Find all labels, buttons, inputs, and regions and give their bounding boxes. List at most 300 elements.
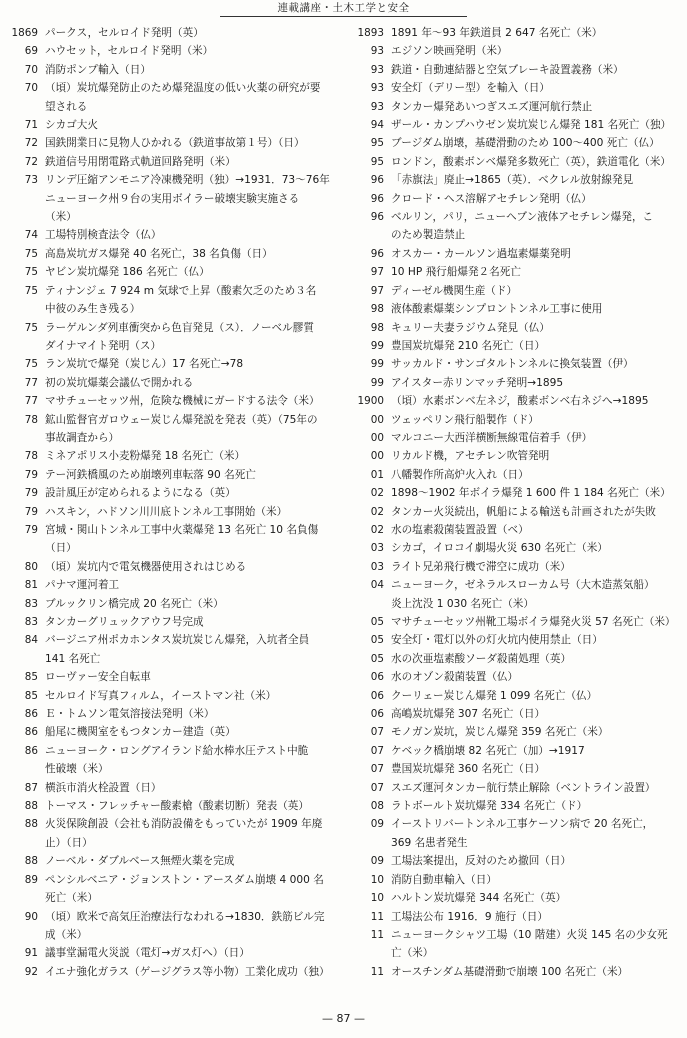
timeline-entry xyxy=(4,116,339,134)
entry-text: ラン炭坑で爆発（炭じん）17 名死亡→78 xyxy=(45,358,244,371)
timeline-entry xyxy=(4,411,339,429)
entry-year: 11 xyxy=(370,910,384,923)
entry-text: 豊国炭坑爆発 210 名死亡（日） xyxy=(391,339,546,352)
timeline-entry xyxy=(350,539,685,557)
entry-text: （頃）水素ボンベ左ネジ，酸素ボンベ右ネジへ→1895 xyxy=(391,395,649,408)
timeline-entry xyxy=(4,245,339,263)
timeline-entry xyxy=(350,171,685,189)
entry-year xyxy=(4,926,45,944)
timeline-entry xyxy=(4,558,339,576)
entry-text: タンカー火災続出，帆船による輸送も計画されたが失敗 xyxy=(391,505,656,518)
timeline-entry xyxy=(350,153,685,171)
timeline-entry xyxy=(4,963,339,981)
entry-year: 88 xyxy=(24,800,38,813)
entry-year: 02 xyxy=(370,505,384,518)
entry-year: 73 xyxy=(24,174,38,187)
entry-text: 369 名患者発生 xyxy=(391,836,468,849)
entry-text: 性破壊（米） xyxy=(45,763,109,776)
entry-year: 04 xyxy=(370,579,384,592)
entry-text: 国鉄開業日に見物人ひかれる（鉄道事故第１号）（日） xyxy=(45,137,305,150)
timeline-entry xyxy=(350,466,685,484)
entry-text: ラトボールト炭坑爆発 334 名死亡（ド） xyxy=(391,800,588,813)
entry-text: 八幡製作所高炉火入れ（日） xyxy=(391,468,529,481)
entry-year: 70 xyxy=(24,82,38,95)
timeline-entry xyxy=(4,24,339,42)
timeline-entry xyxy=(350,134,685,152)
entry-text: ディーゼル機関生産（ド） xyxy=(391,284,518,297)
timeline-entry xyxy=(350,687,685,705)
entry-text: 141 名死亡 xyxy=(45,652,101,665)
entry-year xyxy=(350,595,391,613)
timeline-entry xyxy=(4,889,339,907)
entry-year xyxy=(4,429,45,447)
entry-year: 1869 xyxy=(11,27,38,39)
entry-year: 78 xyxy=(24,413,38,426)
timeline-entry xyxy=(350,926,685,944)
entry-text: 初の炭坑爆薬会議仏で開かれる xyxy=(45,376,194,389)
entry-year xyxy=(4,760,45,778)
timeline-entry xyxy=(4,42,339,60)
timeline-entry xyxy=(350,42,685,60)
entry-year xyxy=(4,98,45,116)
timeline-column-left xyxy=(4,24,339,981)
timeline-entry xyxy=(350,779,685,797)
entry-text: ニューヨーク，ゼネラルスローカム号（大木造蒸気船） xyxy=(391,579,655,592)
timeline-entry xyxy=(4,815,339,833)
entry-text: ブルックリン橋完成 20 名死亡（米） xyxy=(45,597,224,610)
timeline-entry xyxy=(350,650,685,668)
entry-year: 96 xyxy=(370,247,384,260)
entry-year: 08 xyxy=(370,800,384,813)
entry-text: ハウセット，セルロイド発明（米） xyxy=(45,45,214,58)
entry-year: 91 xyxy=(24,947,38,960)
timeline-entry xyxy=(4,282,339,300)
entry-text: 死亡（米） xyxy=(45,892,98,905)
entry-year: 92 xyxy=(24,965,38,978)
entry-text: ティナンジェ 7 924 m 気球で上昇（酸素欠乏のため３名 xyxy=(45,284,317,297)
entry-year: 09 xyxy=(370,818,384,831)
entry-text: ノーベル・ダブルベース無煙火薬を完成 xyxy=(45,855,235,868)
timeline-entry xyxy=(4,705,339,723)
entry-text: アイスター赤リンマッチ発明→1895 xyxy=(391,376,564,389)
entry-year: 1893 xyxy=(357,27,384,39)
entry-year: 03 xyxy=(370,560,384,573)
entry-year: 86 xyxy=(24,708,38,721)
timeline-entry xyxy=(4,429,339,447)
timeline-entry xyxy=(4,595,339,613)
entry-text: 鉱山監督官ガロウェー炭じん爆発説を発表（英）（75年の xyxy=(45,413,318,426)
entry-year: 81 xyxy=(24,579,38,592)
timeline-entry xyxy=(4,742,339,760)
timeline-entry xyxy=(4,190,339,208)
timeline-entry xyxy=(350,98,685,116)
entry-text: 工場法公布 1916．9 施行（日） xyxy=(391,910,548,923)
entry-text: 1891 年～93 年鉄道員 2 647 名死亡（米） xyxy=(391,27,603,39)
entry-year: 10 xyxy=(370,892,384,905)
entry-text: 消防自動車輸入（日） xyxy=(391,873,497,886)
entry-text: （頃）炭坑内で電気機器使用されはじめる xyxy=(45,560,247,573)
entry-text: タンカーグリュックアウフ号完成 xyxy=(45,616,204,628)
entry-year: 93 xyxy=(370,100,384,113)
timeline-entry xyxy=(4,355,339,373)
entry-year: 93 xyxy=(370,82,384,95)
entry-text: ダイナマイト発明（ス） xyxy=(45,339,162,352)
entry-text: 安全灯（デリー型）を輸入（日） xyxy=(391,82,550,95)
entry-text: 議事堂漏電火災説（電灯→ガス灯へ）（日） xyxy=(45,947,250,960)
timeline-entry xyxy=(350,503,685,521)
timeline-entry xyxy=(4,226,339,244)
entry-text: 横浜市消火栓設置（日） xyxy=(45,781,162,794)
entry-year: 77 xyxy=(24,395,38,408)
timeline-entry xyxy=(4,539,339,557)
entry-year: 07 xyxy=(370,744,384,757)
timeline-entry xyxy=(4,208,339,226)
entry-text: シカゴ大火 xyxy=(45,119,98,132)
entry-year: 95 xyxy=(370,155,384,168)
entry-text: 事故調査から） xyxy=(45,431,120,444)
entry-year: 02 xyxy=(370,487,384,500)
timeline-entry xyxy=(4,908,339,926)
timeline-entry xyxy=(350,723,685,741)
entry-text: 水の次亜塩素酸ソーダ殺菌処理（英） xyxy=(391,652,572,665)
timeline-entry xyxy=(350,24,685,42)
timeline-entry xyxy=(350,319,685,337)
entry-year: 05 xyxy=(370,634,384,647)
entry-year: 02 xyxy=(370,523,384,536)
entry-year: 06 xyxy=(370,671,384,684)
entry-year: 00 xyxy=(370,450,384,463)
entry-text: 船尾に機関室をもつタンカー建造（英） xyxy=(45,726,236,739)
entry-text: 高嶋炭坑爆発 307 名死亡（日） xyxy=(391,708,546,721)
timeline-entry xyxy=(350,61,685,79)
entry-year: 88 xyxy=(24,818,38,831)
entry-text: 高島炭坑ガス爆発 40 名死亡，38 名負傷（日） xyxy=(45,247,273,260)
timeline-entry xyxy=(350,79,685,97)
entry-year: 09 xyxy=(370,855,384,868)
entry-text: サッカルド・サンゴタルトンネルに換気装置（伊） xyxy=(391,358,634,371)
timeline-entry xyxy=(350,668,685,686)
entry-year: 72 xyxy=(24,155,38,168)
entry-year: 88 xyxy=(24,855,38,868)
entry-text: 1898～1902 年ボイラ爆発 1 600 件 1 184 名死亡（米） xyxy=(391,487,671,500)
entry-text: （頃）欧米で高気圧治療法行なわれる→1830．鉄筋ビル完 xyxy=(45,910,325,923)
timeline-entry xyxy=(4,576,339,594)
entry-text: イエナ強化ガラス（ゲージグラス等小物）工業化成功（独） xyxy=(45,965,330,978)
timeline-entry xyxy=(4,852,339,870)
entry-text: クロード・ヘス溶解アセチレン発明（仏） xyxy=(391,192,592,205)
entry-text: ニューヨーク州９台の実用ボイラー破壊実験実施さる xyxy=(45,192,300,205)
entry-year xyxy=(350,834,391,852)
timeline-entry xyxy=(4,337,339,355)
entry-text: リカルド機，アセチレン吹管発明 xyxy=(391,450,550,463)
timeline-entry xyxy=(350,245,685,263)
entry-year: 83 xyxy=(24,597,38,610)
entry-year: 98 xyxy=(370,303,384,316)
timeline-entry xyxy=(350,447,685,465)
entry-year: 11 xyxy=(370,928,384,941)
entry-year: 07 xyxy=(370,763,384,776)
entry-year xyxy=(4,650,45,668)
timeline-entry xyxy=(4,134,339,152)
entry-year: 06 xyxy=(370,708,384,721)
entry-year: 99 xyxy=(370,358,384,371)
entry-year: 79 xyxy=(24,523,38,536)
entry-text: 止）（日） xyxy=(45,836,93,849)
entry-text: 液体酸素爆薬シンプロントンネル工事に使用 xyxy=(391,303,603,316)
entry-text: ブージダム崩壊，基礎滑動のため 100～400 死亡（仏） xyxy=(391,137,660,150)
entry-text: ハルトン炭坑爆発 344 名死亡（英） xyxy=(391,892,567,905)
timeline-entry xyxy=(4,79,339,97)
entry-text: 消防ポンプ輸入（日） xyxy=(45,63,151,76)
entry-year: 01 xyxy=(370,468,384,481)
entry-text: ツェッペリン飛行船製作（ド） xyxy=(391,413,539,426)
entry-text: ヤビン炭坑爆発 186 名死亡（仏） xyxy=(45,266,210,279)
timeline-entry xyxy=(4,797,339,815)
timeline-entry xyxy=(350,337,685,355)
entry-year: 90 xyxy=(24,910,38,923)
entry-year: 79 xyxy=(24,468,38,481)
entry-year: 71 xyxy=(24,119,38,132)
timeline-entry xyxy=(4,871,339,889)
entry-text: （米） xyxy=(45,211,77,224)
timeline-entry xyxy=(4,687,339,705)
timeline-entry xyxy=(350,742,685,760)
timeline-entry xyxy=(4,263,339,281)
timeline-entry xyxy=(4,466,339,484)
entry-text: モノガン炭坑，炭じん爆発 359 名死亡（米） xyxy=(391,726,609,739)
timeline-entry xyxy=(350,834,685,852)
entry-text: 10 HP 飛行船爆発２名死亡 xyxy=(391,266,521,279)
timeline-entry xyxy=(350,208,685,226)
entry-year: 00 xyxy=(370,413,384,426)
entry-year: 07 xyxy=(370,781,384,794)
timeline-entry xyxy=(350,595,685,613)
entry-text: キュリー夫妻ラジウム発見（仏） xyxy=(391,321,550,334)
entry-year: 79 xyxy=(24,487,38,500)
entry-text: ペンシルベニア・ジョンストン・アースダム崩壊 4 000 名 xyxy=(45,873,324,886)
entry-year: 69 xyxy=(24,45,38,58)
entry-text: 鉄道信号用閉電路式軌道回路発明（米） xyxy=(45,155,236,168)
entry-year: 80 xyxy=(24,560,38,573)
entry-text: スエズ運河タンカー航行禁止解除（ベントライン設置） xyxy=(391,781,656,794)
entry-year: 79 xyxy=(24,505,38,518)
entry-text: パークス，セルロイド発明（英） xyxy=(45,27,204,39)
timeline-entry xyxy=(4,98,339,116)
entry-year: 99 xyxy=(370,339,384,352)
timeline-entry xyxy=(350,558,685,576)
entry-text: ニューヨークシャツ工場（10 階建）火災 145 名の少女死 xyxy=(391,928,668,941)
entry-text: 中彼のみ生き残る） xyxy=(45,303,141,316)
entry-text: ライト兄弟飛行機で滞空に成功（米） xyxy=(391,560,571,573)
entry-text: 水のオゾン殺菌装置（仏） xyxy=(391,671,519,684)
entry-text: オースチンダム基礎滑動で崩壊 100 名死亡（米） xyxy=(391,965,629,978)
timeline-entry xyxy=(350,355,685,373)
timeline-entry xyxy=(4,760,339,778)
timeline-entry xyxy=(4,668,339,686)
timeline-entry xyxy=(4,300,339,318)
entry-year: 97 xyxy=(370,284,384,297)
page-number: — 87 — xyxy=(322,1012,365,1025)
entry-text: マルコニー大西洋横断無線電信着手（伊） xyxy=(391,431,593,444)
timeline-entry xyxy=(350,631,685,649)
timeline-entry xyxy=(4,171,339,189)
timeline-entry xyxy=(4,503,339,521)
entry-year: 89 xyxy=(24,873,38,886)
entry-text: 望される xyxy=(45,100,88,113)
entry-year: 75 xyxy=(24,266,38,279)
entry-year xyxy=(350,226,391,244)
entry-text: 鉄道・自動連結器と空気ブレーキ設置義務（米） xyxy=(391,63,624,76)
entry-text: マサチューセッツ州靴工場ボイラ爆発火災 57 名死亡（米） xyxy=(391,616,676,628)
timeline-entry xyxy=(350,392,685,410)
entry-year: 11 xyxy=(370,965,384,978)
timeline-entry xyxy=(4,392,339,410)
entry-text: 豊国炭坑爆発 360 名死亡（日） xyxy=(391,763,546,776)
entry-year: 96 xyxy=(370,211,384,224)
entry-text: ローヴァー安全自転車 xyxy=(45,671,151,684)
entry-year: 99 xyxy=(370,376,384,389)
timeline-entry xyxy=(4,834,339,852)
entry-year: 07 xyxy=(370,726,384,739)
entry-text: ザール・カンプハウゼン炭坑炭じん爆発 181 名死亡（独） xyxy=(391,119,672,132)
timeline-entry xyxy=(4,484,339,502)
entry-year: 93 xyxy=(370,63,384,76)
timeline-entry xyxy=(4,944,339,962)
timeline-entry xyxy=(4,650,339,668)
timeline-entry xyxy=(4,153,339,171)
entry-text: セルロイド写真フィルム，イーストマン社（米） xyxy=(45,689,277,702)
entry-text: 炎上沈没 1 030 名死亡（米） xyxy=(391,597,534,610)
entry-year xyxy=(350,944,391,962)
timeline-entry xyxy=(350,116,685,134)
entry-text: のため製造禁止 xyxy=(391,229,466,242)
entry-year: 75 xyxy=(24,321,38,334)
entry-text: オスカー・カールソン過塩素爆薬発明 xyxy=(391,247,571,260)
timeline-entry xyxy=(350,797,685,815)
entry-year: 84 xyxy=(24,634,38,647)
entry-year: 00 xyxy=(370,431,384,444)
timeline-entry xyxy=(350,374,685,392)
entry-text: 成（米） xyxy=(45,928,88,941)
timeline-entry xyxy=(350,521,685,539)
timeline-entry xyxy=(350,963,685,981)
entry-year: 72 xyxy=(24,137,38,150)
entry-text: ハスキン，ハドソン川川底トンネル工事開始（米） xyxy=(45,505,288,518)
timeline-entry xyxy=(4,926,339,944)
timeline-entry xyxy=(350,576,685,594)
entry-text: 水の塩素殺菌装置設置（ベ） xyxy=(391,523,529,536)
timeline-entry xyxy=(350,263,685,281)
entry-text: ベルリン，パリ，ニューヘブン液体アセチレン爆発，こ xyxy=(391,211,654,224)
entry-year: 1900 xyxy=(357,395,384,408)
timeline-entry xyxy=(350,815,685,833)
timeline-entry xyxy=(350,908,685,926)
entry-year: 10 xyxy=(370,873,384,886)
entry-year: 96 xyxy=(370,174,384,187)
timeline-entry xyxy=(350,944,685,962)
timeline-entry xyxy=(350,282,685,300)
entry-year: 06 xyxy=(370,689,384,702)
entry-year xyxy=(4,300,45,318)
entry-text: マサチューセッツ州，危険な機械にガードする法令（米） xyxy=(45,395,320,408)
entry-year xyxy=(4,834,45,852)
entry-year: 70 xyxy=(24,63,38,76)
entry-text: パナマ運河着工 xyxy=(45,579,120,592)
entry-year xyxy=(4,190,45,208)
entry-year xyxy=(4,539,45,557)
entry-text: 工場法案提出，反対のため撤回（日） xyxy=(391,855,572,868)
timeline-entry xyxy=(350,760,685,778)
entry-text: イーストリバートンネル工事ケーソン病で 20 名死亡， xyxy=(391,818,654,831)
page-header: 連載講座・土木工学と安全 xyxy=(220,2,467,17)
entry-text: 工場特別検査法令（仏） xyxy=(45,229,162,242)
entry-text: 安全灯・電灯以外の灯火坑内使用禁止（日） xyxy=(391,634,603,647)
entry-text: トーマス・フレッチャー酸素槍（酸素切断）発表（英） xyxy=(45,800,309,813)
entry-text: テー河鉄橋風のため崩壊列車転落 90 名死亡 xyxy=(45,468,256,481)
entry-year xyxy=(4,337,45,355)
timeline-entry xyxy=(4,61,339,79)
entry-text: 亡（米） xyxy=(391,947,434,960)
entry-year: 86 xyxy=(24,726,38,739)
entry-year: 77 xyxy=(24,376,38,389)
entry-year: 75 xyxy=(24,247,38,260)
entry-text: バージニア州ポカホンタス炭坑炭じん爆発，入坑者全員 xyxy=(45,634,310,647)
entry-year: 03 xyxy=(370,542,384,555)
entry-text: ケベック橋崩壊 82 名死亡（加）→1917 xyxy=(391,744,585,757)
entry-year: 85 xyxy=(24,689,38,702)
timeline-entry xyxy=(4,319,339,337)
entry-year: 86 xyxy=(24,744,38,757)
timeline-entry xyxy=(350,190,685,208)
entry-text: ニューヨーク・ロングアイランド給水棒水圧テスト中脆 xyxy=(45,744,309,757)
entry-year xyxy=(4,889,45,907)
entry-year: 87 xyxy=(24,781,38,794)
entry-text: 火災保険創設（会社も消防設備をもっていたが 1909 年廃 xyxy=(45,818,323,831)
timeline-entry xyxy=(4,613,339,631)
entry-year: 94 xyxy=(370,119,384,132)
timeline-column-right xyxy=(350,24,685,981)
timeline-entry xyxy=(4,723,339,741)
entry-text: 宮城・関山トンネル工事中火薬爆発 13 名死亡 10 名負傷 xyxy=(45,523,319,536)
entry-text: シカゴ，イロコイ劇場火災 630 名死亡（米） xyxy=(391,542,608,555)
entry-text: タンカー爆発あいつぎスエズ運河航行禁止 xyxy=(391,100,593,113)
timeline-entry xyxy=(350,411,685,429)
timeline-entry xyxy=(350,613,685,631)
entry-year: 83 xyxy=(24,616,38,628)
entry-year: 95 xyxy=(370,137,384,150)
timeline-entry xyxy=(350,226,685,244)
entry-text: クーリェー炭じん爆発 1 099 名死亡（仏） xyxy=(391,689,598,702)
timeline-entry xyxy=(350,871,685,889)
entry-year: 05 xyxy=(370,616,384,628)
entry-year: 75 xyxy=(24,284,38,297)
entry-text: Ｅ・トムソン電気溶接法発明（米） xyxy=(45,708,215,721)
timeline-entry xyxy=(4,631,339,649)
entry-year: 78 xyxy=(24,450,38,463)
entry-text: ロンドン，酸素ボンベ爆発多数死亡（英），鉄道電化（米） xyxy=(391,155,671,168)
timeline-entry xyxy=(350,705,685,723)
entry-year: 93 xyxy=(370,45,384,58)
entry-text: ミネアポリス小麦粉爆発 18 名死亡（米） xyxy=(45,450,246,463)
entry-text: ラーゲルンダ列車衝突から色盲発見（ス）．ノーベル膠質 xyxy=(45,321,314,334)
entry-text: エジソン映画発明（米） xyxy=(391,45,508,58)
entry-text: 「赤旗法」廃止→1865（英）．ベクレル放射線発見 xyxy=(391,174,634,187)
timeline-entry xyxy=(4,779,339,797)
timeline-entry xyxy=(350,484,685,502)
entry-year xyxy=(4,208,45,226)
timeline-entry xyxy=(350,300,685,318)
timeline-entry xyxy=(4,521,339,539)
